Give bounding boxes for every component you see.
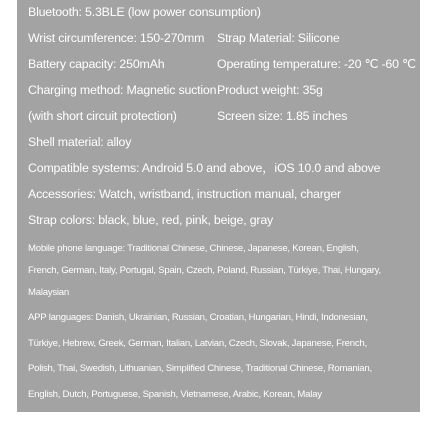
operating-temperature-spec: Operating temperature: -20 ℃ -60 ℃: [217, 57, 416, 71]
strap-material-spec: Strap Material: Silicone: [217, 31, 340, 45]
app-language-line-3: Polish, Thai, Swedish, Lithuanian, Simplified Chinese, Traditional Chinese, Romanian,: [28, 363, 372, 374]
shell-material-spec: Shell material: alloy: [28, 135, 132, 149]
bluetooth-spec: Bluetooth: 5.3BLE (low power consumption): [28, 5, 261, 19]
charging-protection-note: (with short circuit protection): [28, 109, 177, 123]
screen-size-spec: Screen size: 1.85 inches: [217, 109, 348, 123]
mobile-language-line-1: Mobile phone language: Traditional Chinese, Chinese, Japanese, Korean, English,: [28, 243, 359, 254]
strap-colors-spec: Strap colors: black, blue, red, pink, beige, gray: [28, 213, 274, 227]
app-language-line-2: Türkiye, Hebrew, Greek, German, Italian, Latvian, Czech, Slovak, Japanese, French,: [28, 338, 367, 349]
accessories-spec: Accessories: Watch, wristband, instruction manual, charger: [28, 187, 341, 201]
compatible-systems-spec: Compatible systems: Android 5.0 and above，iOS 10.0 and above: [28, 161, 381, 175]
charging-method-spec: Charging method: Magnetic suction: [28, 83, 217, 97]
app-language-line-4: English, Dutch, Portuguese, Spanish, Vietnamese, Arabic, Korean, Malay: [28, 389, 322, 400]
mobile-language-line-3: Malaysian: [28, 287, 69, 298]
product-weight-spec: Product weight: 35g: [217, 83, 323, 97]
wrist-circumference-spec: Wrist circumference: 150-270mm: [28, 31, 205, 45]
app-language-line-1: APP languages: Danish, Ukrainian, Russian, Croatian, Hungarian, Hindi, Indonesian,: [28, 312, 368, 323]
mobile-language-line-2: French, German, Italy, Portugal, Spain, Czech, Poland, Russian, Türkiye, Thai, Hungary,: [28, 265, 381, 276]
battery-capacity-spec: Battery capacity: 250mAh: [28, 57, 165, 71]
